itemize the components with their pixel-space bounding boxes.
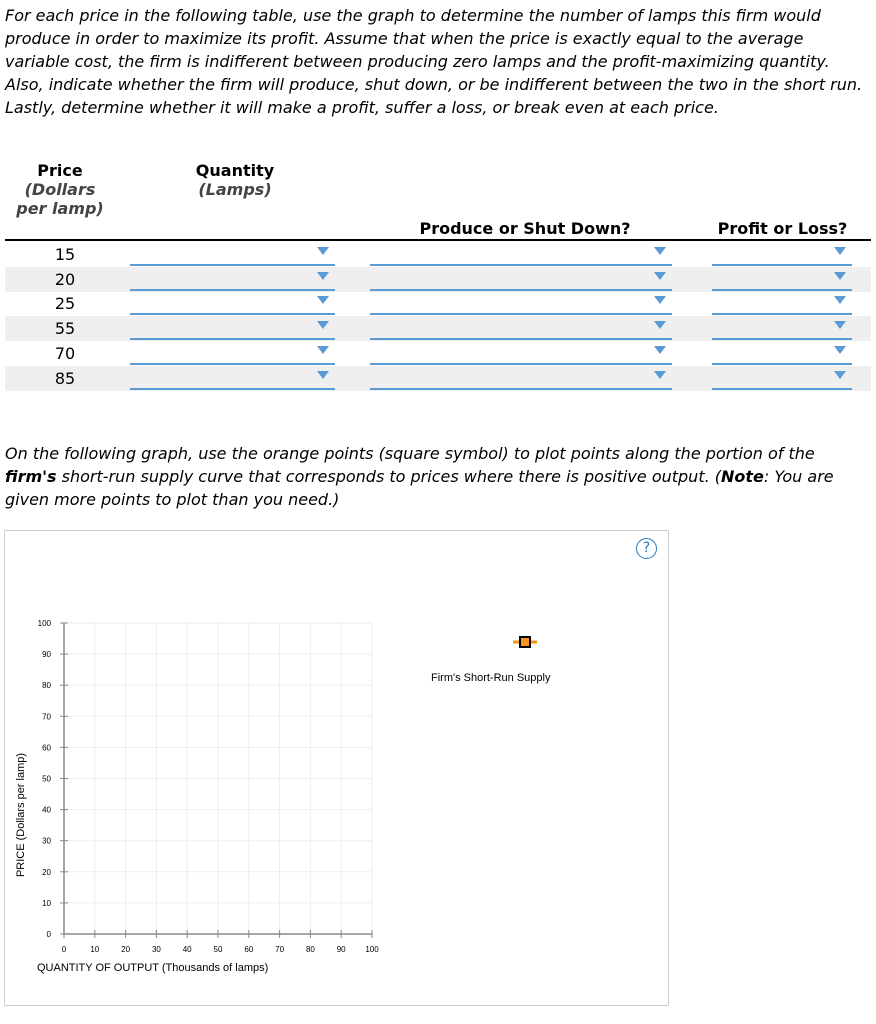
y-tick-label: 20 bbox=[42, 867, 51, 877]
produce-header: Produce or Shut Down? bbox=[419, 219, 631, 238]
y-tick-label: 90 bbox=[42, 650, 51, 660]
x-tick-label: 30 bbox=[151, 945, 161, 954]
gi-1: On the following graph, use the orange points (square symbol) to plot points along the portion of the bbox=[5, 444, 815, 463]
x-axis-label: QUANTITY OF OUTPUT (Thousands of lamps) bbox=[37, 962, 269, 974]
help-button[interactable]: ? bbox=[636, 538, 657, 559]
gi-bold: firm's bbox=[5, 467, 57, 486]
y-tick-label: 60 bbox=[42, 743, 51, 753]
y-tick-label: 10 bbox=[42, 898, 51, 908]
price-cell: 20 bbox=[54, 269, 76, 289]
x-tick-label: 50 bbox=[213, 945, 223, 954]
y-tick-label: 50 bbox=[42, 774, 51, 784]
x-tick-label: 70 bbox=[275, 945, 285, 954]
gi-note: Note bbox=[721, 467, 764, 486]
gi-3: : You are given more points to plot than you need.) bbox=[5, 467, 834, 509]
x-tick-label: 90 bbox=[336, 945, 346, 954]
x-tick-label: 0 bbox=[61, 945, 67, 954]
y-tick-label: 40 bbox=[42, 805, 51, 815]
profit-header: Profit or Loss? bbox=[717, 219, 848, 238]
x-tick-label: 40 bbox=[182, 945, 192, 954]
price-header-unit: (Dollars per lamp) bbox=[16, 180, 104, 218]
price-cell: 25 bbox=[54, 294, 76, 314]
x-tick-label: 10 bbox=[90, 945, 100, 954]
x-tick-label: 80 bbox=[305, 945, 315, 954]
x-tick-label: 20 bbox=[121, 945, 131, 954]
price-header-label: Price bbox=[37, 161, 83, 180]
legend-label: Firm's Short-Run Supply bbox=[431, 672, 551, 684]
y-tick-label: 100 bbox=[37, 619, 51, 628]
instructions-text: For each price in the following table, use the graph to determine the number of lamps this firm would produce in order to maximize its profit. Assume that when the price is exactly equal to the average variable cost, the firm is indifferent between producing zero lamps and the profit-maximizing quantity. Also, indicate whether the firm will produce, shut down, or be indifferent between the two in the short run. Lastly, determine whether it will make a profit, suffer a loss, or break even at each price. bbox=[5, 6, 863, 117]
y-tick-label: 30 bbox=[42, 836, 51, 846]
quantity-header-label: Quantity bbox=[195, 161, 275, 180]
y-tick-label: 80 bbox=[42, 681, 51, 691]
price-cell: 85 bbox=[54, 368, 76, 388]
x-tick-label: 60 bbox=[244, 945, 254, 954]
y-tick-label: 0 bbox=[46, 930, 51, 939]
price-cell: 15 bbox=[54, 245, 76, 264]
orange-square-marker-tool[interactable] bbox=[520, 637, 530, 647]
y-axis-label: PRICE (Dollars per lamp) bbox=[15, 752, 27, 878]
y-tick-label: 70 bbox=[42, 712, 51, 722]
price-cell: 55 bbox=[54, 319, 76, 339]
price-cell: 70 bbox=[54, 343, 76, 363]
quantity-header-unit: (Lamps) bbox=[198, 180, 272, 199]
x-tick-label: 100 bbox=[365, 945, 379, 954]
gi-2: short-run supply curve that corresponds to prices where there is positive output. ( bbox=[56, 467, 721, 486]
